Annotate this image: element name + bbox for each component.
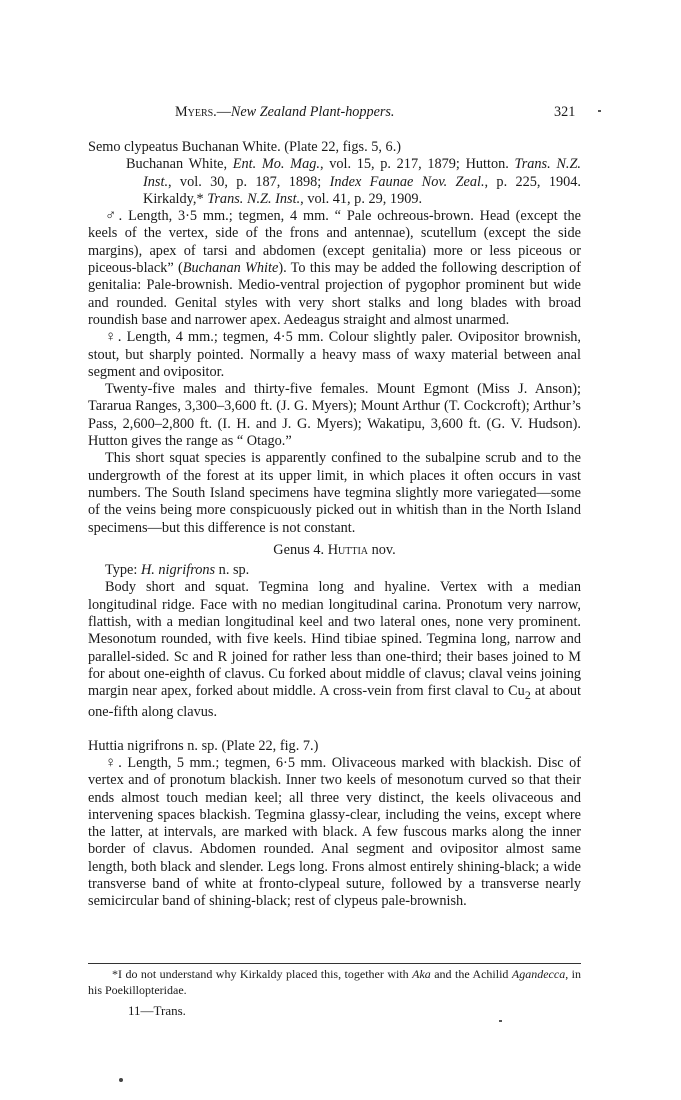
journal-title: New Zealand Plant-hoppers.: [230, 104, 395, 120]
remarks-paragraph: This short squat species is apparently confined to the subalpine scrub and to the undergrowth of the forest at its upper limit, in which places it often occurs in vast numbers. The South Island specimens have tegmina slightly more variegated—some of the veins being more conspicuously picked out in whitish than in the North Island specimens—but this difference is not constant.: [88, 450, 581, 536]
genus-description: [88, 579, 581, 721]
footnote-genus-aka: Aka: [412, 967, 431, 981]
genus-name: Huttia: [327, 541, 369, 558]
huttia-female-text: Length, 5 mm.; tegmen, 6·5 mm. Olivaceous marked with blackish. Disc of vertex and of pronotum blackish. Inner two keels of mesonotum curved so that their ends almost touch median keel; all three very distinct, the keels olivaceous and intervening spaces blackish. Tegmina glassy-clear, including the veins, except where the latter, at intervals, are marked with black. A few fuscous marks along the inner border of clavus. Abdomen rounded. Anal segment and ovipositor almost same length, both black and slender. Legs long. Frons almost entirely shining-black; a wide transverse band of white at fronto-clypeal suture, followed by a transverse nearly semicircular band of shining-black; rest of clypeus pale-brownish.: [88, 754, 581, 910]
male-description: [88, 208, 581, 329]
page-number: 321: [554, 104, 576, 120]
citation-author: Buchanan White,: [126, 156, 233, 173]
type-species-line: [88, 562, 581, 579]
citation-journal: Ent. Mo. Mag.: [232, 156, 320, 173]
body-text: [88, 139, 581, 911]
print-mark: [499, 1020, 502, 1022]
species-heading-semo: [88, 139, 581, 156]
rule-line: [88, 963, 581, 964]
genus-description-end: at about one-fifth along clavus.: [88, 683, 581, 721]
male-text: Length, 3·5 mm.; tegmen, 4 mm. “ Pale ochreous-brown. Head (except the keels of the vertex, side of the frons and antennae), scutellum (except the side margins), apex of tarsi and abdomen (except genitalia) more or less piceous or piceous-black” (: [88, 208, 581, 277]
citation-journal: Trans. N.Z. Inst.: [143, 156, 581, 190]
signature-mark: 11—Trans.: [128, 1003, 186, 1018]
type-species-name: H. nigrifrons: [140, 562, 216, 579]
vein-subscript: 2: [524, 688, 531, 703]
author-name: Myers.: [175, 104, 217, 120]
genus-status: nov.: [368, 541, 396, 558]
footnote-genus-agandecca: Agandecca: [511, 967, 566, 981]
male-symbol: ♂.: [105, 208, 123, 225]
plate-reference: (Plate 22, fig. 7.): [221, 737, 319, 754]
print-mark: [598, 110, 601, 112]
male-citation: Buchanan White: [182, 260, 279, 277]
species-status: n. sp.: [183, 737, 218, 754]
species-heading-huttia: [88, 738, 581, 755]
footnote-text-continued: and the Achilid: [430, 967, 512, 981]
female-symbol: ♀.: [105, 754, 122, 771]
genus-description-text: Body short and squat. Tegmina long and hyaline. Vertex with a median longitudinal ridge. Face with no median longitudinal carina. Pronotum very narrow, flattish, with a median longitudinal keel and two lateral ones, none very prominent. Mesonotum rounded, with five keels. Hind tibiae spined. Tegmina long, narrow and parallel-sided. Sc and R joined for rather less than one-third; their bases joined to M for about one-eighth of clavus. Cu forked about middle of clavus; claval veins joining margin near apex, forked about middle. A cross-vein from first claval to Cu: [88, 579, 581, 700]
citation-detail: , vol. 30, p. 187, 1898;: [168, 173, 330, 190]
citation-journal: Index Faunae Nov. Zeal.: [329, 173, 485, 190]
male-text-continued: ). To this may be added the following description of genitalia: Pale-brownish. Medio-ventral projection of pygophor prominent but wide and rounded. Genital styles with very short stalks and long blades with broad roundish base and narrower apex. Aedeagus straight and almost unarmed.: [88, 260, 581, 328]
genus-heading: [88, 542, 581, 559]
female-symbol: ♀.: [105, 329, 122, 346]
running-head: [0, 104, 681, 124]
title-separator: —: [216, 104, 231, 120]
female-text: Length, 4 mm.; tegmen, 4·5 mm. Colour slightly paler. Ovipositor brownish, stout, but sharply pointed. Normally a heavy mass of waxy material between anal segment and ovipositor.: [88, 329, 582, 380]
type-species-suffix: n. sp.: [215, 562, 250, 579]
species-name: Huttia nigrifrons: [88, 737, 184, 754]
citation-journal: Trans. N.Z. Inst.: [207, 190, 301, 207]
citation-detail: , vol. 15, p. 217, 1879; Hutton.: [319, 156, 515, 173]
female-description: [88, 329, 581, 381]
species-author: Buchanan White.: [178, 139, 281, 155]
genus-label: Genus 4.: [273, 541, 328, 558]
type-label: Type:: [105, 562, 141, 579]
footnote-mark: *: [112, 967, 118, 981]
citation-block: [88, 156, 581, 208]
footnote: [88, 967, 581, 998]
localities-paragraph: Twenty-five males and thirty-five females. Mount Egmont (Miss J. Anson); Tararua Ranges, 3,300–3,600 ft. (J. G. Myers); Mount Arthur (T. Cockcroft); Arthur’s Pass, 2,600–2,800 ft. (I. H. and J. G. Myers); Wakatipu, 3,600 ft. (G. V. Hudson). Hutton gives the range as “ Otago.”: [88, 381, 581, 450]
section-gap: [88, 722, 581, 738]
citation-detail: , p. 225, 1904. Kirkaldy,*: [143, 173, 581, 207]
ink-speck: [119, 1078, 123, 1082]
citation-detail: , vol. 41, p. 29, 1909.: [300, 190, 423, 207]
huttia-female-description: [88, 755, 581, 911]
footnote-text: I do not understand why Kirkaldy placed this, together with: [118, 967, 413, 981]
plate-reference: (Plate 22, figs. 5, 6.): [284, 139, 402, 155]
species-name: Semo clypeatus: [88, 139, 179, 155]
footnote-text-end: , in his Poekillopteridae.: [88, 967, 581, 997]
running-title: [175, 104, 394, 121]
footnote-rule: [88, 963, 581, 964]
